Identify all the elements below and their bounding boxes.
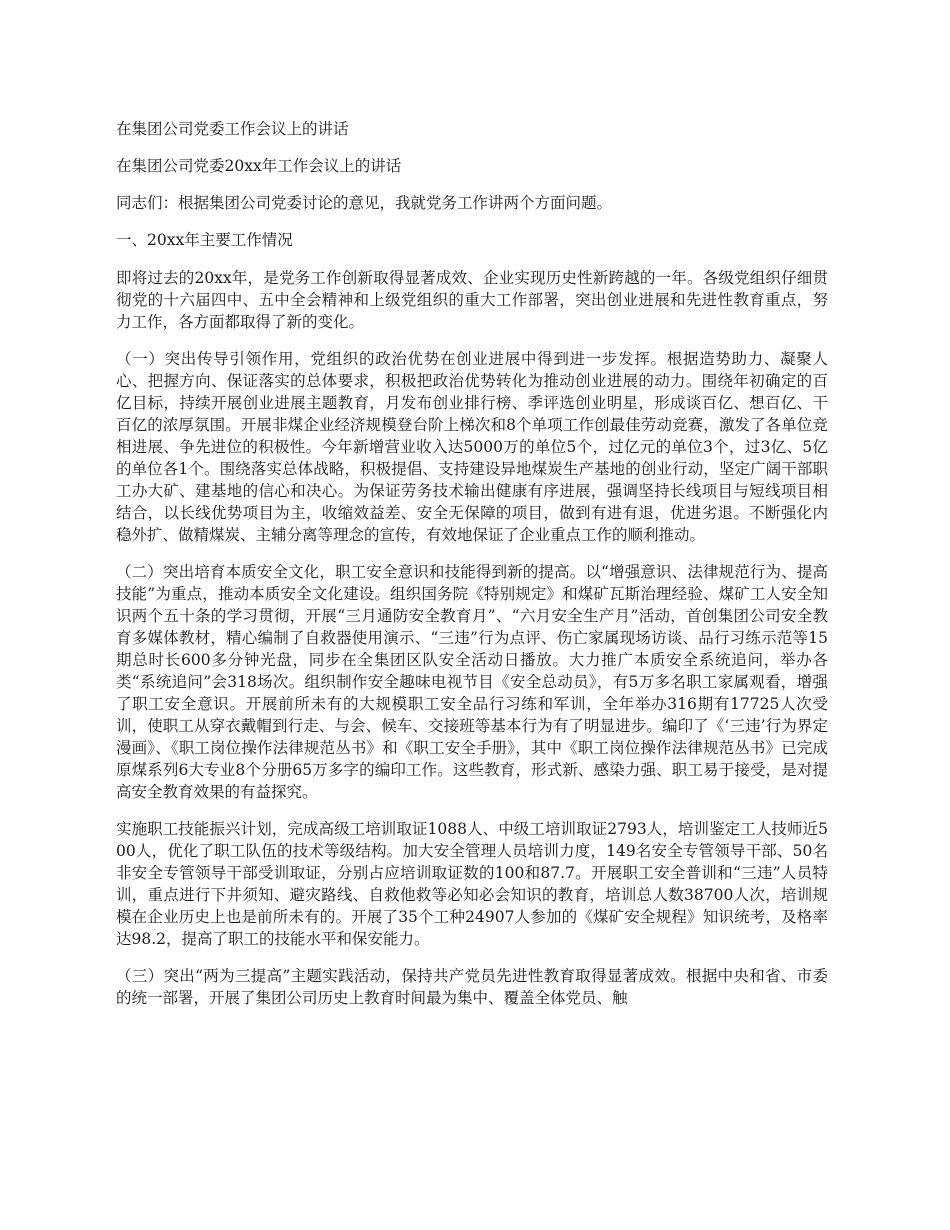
body-paragraph-2: （二）突出培育本质安全文化，职工安全意识和技能得到新的提高。以“增强意识、法律规范行为、提高技能”为重点，推动本质安全文化建设。组织国务院《特别规定》和煤矿瓦斯治理经验、煤矿工人安全知识两个五十条的学习贯彻，开展“三月通防安全教育月”、“六月安全生产月”活动，首创集团公司安全教育多媒体教材，精心编制了自救器使用演示、“三违”行为点评、伤亡家属现场访谈、品行习练示范等15期总时长600多分钟光盘，同步在全集团区队安全活动日播放。大力推广本质安全系统追问，举办各类“系统追问”会318场次。组织制作安全趣味电视节目《安全总动员》，有5万多名职工家属观看，增强了职工安全意识。开展前所未有的大规模职工安全品行习练和军训，全年举办316期有17725人次受训，使职工从穿衣戴帽到行走、与会、候车、交接班等基本行为有了明显进步。编印了《‘三违’行为界定漫画》、《职工岗位操作法律规范丛书》和《职工安全手册》，其中《职工岗位操作法律规范丛书》已完成原煤系列6大专业8个分册65万多字的编印工作。这些教育，形式新、感染力强、职工易于接受，是对提高安全教育效果的有益探究。	[116, 563, 828, 801]
document-subtitle: 在集团公司党委20xx年工作会议上的讲话	[116, 157, 402, 175]
section-heading: 一、20xx年主要工作情况	[116, 231, 293, 249]
body-paragraph-intro: 即将过去的20xx年，是党务工作创新取得显著成效、企业实现历史性新跨越的一年。各级党组织仔细贯彻党的十六届四中、五中全会精神和上级党组织的重大工作部署，突出创业进展和先进性教育重点，努力工作，各方面都取得了新的变化。	[116, 269, 828, 331]
body-paragraph-3: 实施职工技能振兴计划，完成高级工培训取证1088人、中级工培训取证2793人，培训鉴定工人技师近500人，优化了职工队伍的技术等级结构。加大安全管理人员培训力度，149名安全专管领导干部、50名非安全专管领导干部受训取证，分别占应培训取证数的100和87.7。开展职工安全普训和“三违”人员特训，重点进行下井须知、避灾路线、自救他救等必知必会知识的教育，培训总人数38700人次，培训规模在企业历史上也是前所未有的。开展了35个工种24907人参加的《煤矿安全规程》知识统考，及格率达98.2，提高了职工的技能水平和保安能力。	[116, 820, 828, 948]
body-paragraph-4: （三）突出“两为三提高”主题实践活动，保持共产党员先进性教育取得显著成效。根据中央和省、市委的统一部署，开展了集团公司历史上教育时间最为集中、覆盖全体党员、触	[116, 967, 828, 1007]
opening-paragraph: 同志们：根据集团公司党委讨论的意见，我就党务工作讲两个方面问题。	[116, 194, 613, 212]
document-page	[116, 118, 828, 1024]
body-paragraph-1: （一）突出传导引领作用，党组织的政治优势在创业进展中得到进一步发挥。根据造势助力、凝聚人心、把握方向、保证落实的总体要求，积极把政治优势转化为推动创业进展的动力。围绕年初确定的百亿目标，持续开展创业进展主题教育，月发布创业排行榜、季评选创业明星，形成谈百亿、想百亿、干百亿的浓厚氛围。开展非煤企业经济规模登台阶上梯次和8个单项工作创最佳劳动竞赛，激发了各单位竞相进展、争先进位的积极性。今年新增营业收入达5000万的单位5个，过亿元的单位3个，过3亿、5亿的单位各1个。围绕落实总体战略，积极提倡、支持建设异地煤炭生产基地的创业行动，坚定广阔干部职工办大矿、建基地的信心和决心。为保证劳务技术输出健康有序进展，强调坚持长线项目与短线项目相结合，以长线优势项目为主，收缩效益差、安全无保障的项目，做到有进有退，优进劣退。不断强化内稳外扩、做精煤炭、主辅分离等理念的宣传，有效地保证了企业重点工作的顺利推动。	[116, 350, 828, 544]
document-title: 在集团公司党委工作会议上的讲话	[116, 120, 349, 138]
